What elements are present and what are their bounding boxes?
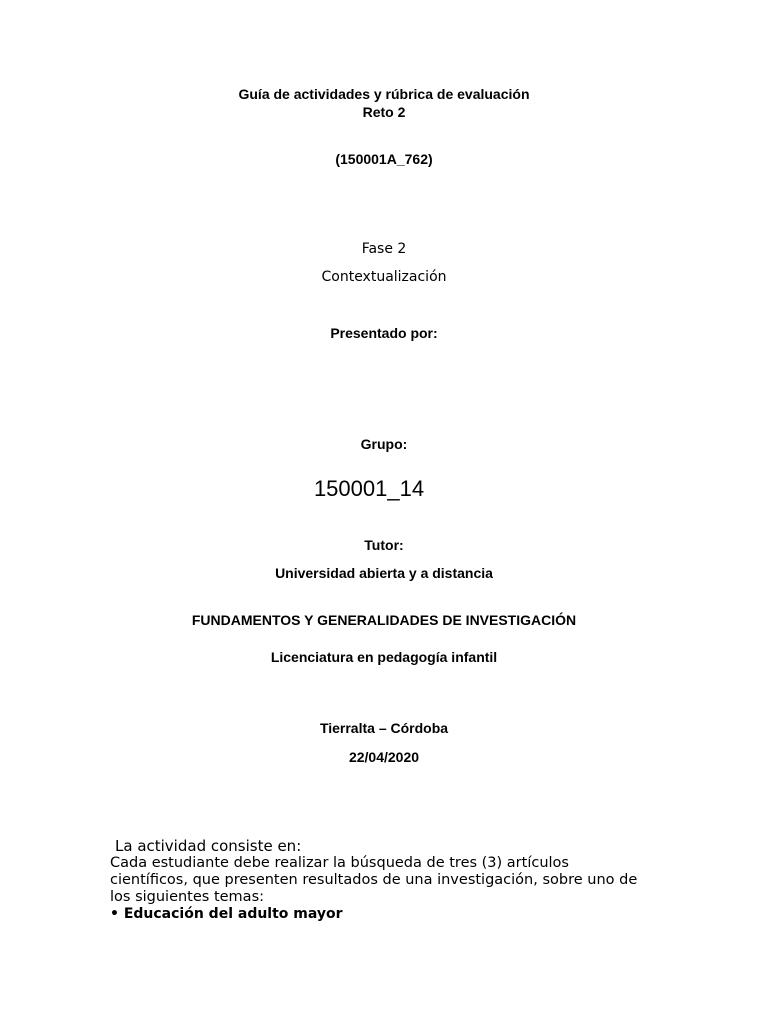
phase-label: Fase 2 <box>361 241 407 257</box>
document-subtitle: Reto 2 <box>362 104 406 120</box>
activity-section <box>110 838 670 923</box>
activity-text-line: científicos, que presenten resultados de una investigación, sobre uno de <box>110 872 638 888</box>
tutor-label: Tutor: <box>364 537 404 553</box>
course-name: FUNDAMENTOS Y GENERALIDADES DE INVESTIGACIÓN <box>191 612 577 628</box>
phase-name: Contextualización <box>321 269 447 285</box>
location: Tierralta – Córdoba <box>319 720 449 736</box>
document-title: Guía de actividades y rúbrica de evaluación <box>238 86 530 102</box>
group-value: 150001_14 <box>313 476 425 501</box>
activity-text-line: los siguientes temas: <box>110 889 265 905</box>
presented-by-label: Presentado por: <box>330 325 438 341</box>
topic-bullet: • Educación del adulto mayor <box>110 906 343 922</box>
program-name: Licenciatura en pedagogía infantil <box>270 649 498 665</box>
date: 22/04/2020 <box>348 749 420 765</box>
course-code: (150001A_762) <box>335 151 433 167</box>
activity-heading: La actividad consiste en: <box>115 837 302 855</box>
university-name: Universidad abierta y a distancia <box>275 565 493 581</box>
activity-text-line: Cada estudiante debe realizar la búsqueda de tres (3) artículos <box>110 855 569 871</box>
group-label: Grupo: <box>360 436 408 452</box>
